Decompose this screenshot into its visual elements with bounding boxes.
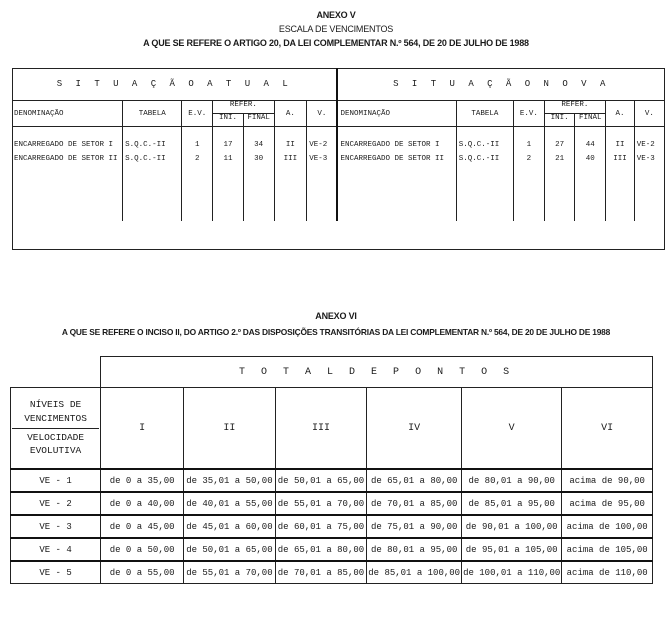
cell: ENCARREGADO DE SETOR II bbox=[14, 155, 118, 163]
cell: de 0 a 55,00 bbox=[101, 561, 184, 584]
cell: S.Q.C.-II bbox=[123, 141, 182, 155]
cell: de 35,01 a 50,00 bbox=[184, 469, 276, 492]
col-a-atual: A. bbox=[274, 101, 307, 127]
table-row bbox=[11, 515, 653, 538]
cell: de 95,01 a 105,00 bbox=[462, 538, 562, 561]
cell: de 70,01 a 85,00 bbox=[367, 492, 462, 515]
col-final-nova: FINAL bbox=[575, 114, 606, 127]
cell: de 65,01 a 80,00 bbox=[367, 469, 462, 492]
cell: de 75,01 a 90,00 bbox=[367, 515, 462, 538]
col-denominacao-atual: DENOMINAÇÃO bbox=[12, 101, 123, 127]
row-label: VE - 1 bbox=[11, 469, 101, 492]
cell: de 40,01 a 55,00 bbox=[184, 492, 276, 515]
col-tabela-nova: TABELA bbox=[456, 101, 513, 127]
cell: de 100,01 a 110,00 bbox=[462, 561, 562, 584]
anexo5-reference: A QUE SE REFERE O ARTIGO 20, DA LEI COMPLEMENTAR N.º 564, DE 20 DE JULHO DE 1988 bbox=[143, 38, 529, 48]
col-refer-nova: REFER. bbox=[544, 101, 605, 114]
anexo6-table bbox=[10, 356, 653, 584]
cell: acima de 100,00 bbox=[562, 515, 653, 538]
cell: 1 bbox=[182, 141, 213, 155]
col-tabela-atual: TABELA bbox=[123, 101, 182, 127]
total-pontos-header: T O T A L D E P O N T O S bbox=[101, 357, 653, 388]
row-label: VE - 3 bbox=[11, 515, 101, 538]
col-a-nova: A. bbox=[606, 101, 635, 127]
cell: III bbox=[274, 155, 307, 169]
col-refer-atual: REFER. bbox=[213, 101, 274, 114]
cell: ENCARREGADO DE SETOR II bbox=[337, 155, 456, 169]
table-row bbox=[11, 561, 653, 584]
col-ini-atual: INI. bbox=[213, 114, 244, 127]
table-row bbox=[11, 492, 653, 515]
col-header: VI bbox=[562, 388, 653, 470]
col-v-atual: V. bbox=[307, 101, 338, 127]
anexo5-subtitle: ESCALA DE VENCIMENTOS bbox=[278, 24, 394, 34]
cell: de 85,01 a 95,00 bbox=[462, 492, 562, 515]
niveis-label-2: VENCIMENTOS bbox=[12, 412, 99, 429]
col-v-nova: V. bbox=[634, 101, 664, 127]
cell: de 0 a 50,00 bbox=[101, 538, 184, 561]
col-denominacao-nova: DENOMINAÇÃO bbox=[337, 101, 456, 127]
anexo6-reference: A QUE SE REFERE O INCISO II, DO ARTIGO 2.º DAS DISPOSIÇÕES TRANSITÓRIAS DA LEI COMPLEMENTAR N.º 564, DE 20 DE JULHO DE 1988 bbox=[61, 327, 611, 337]
cell: de 55,01 a 70,00 bbox=[184, 561, 276, 584]
situacao-nova-header: S I T U A Ç Ã O N O V A bbox=[337, 68, 664, 101]
cell: de 85,01 a 100,00 bbox=[367, 561, 462, 584]
cell: VE-3 bbox=[307, 155, 338, 169]
col-final-atual: FINAL bbox=[243, 114, 274, 127]
cell: II bbox=[606, 141, 635, 155]
cell: de 0 a 45,00 bbox=[101, 515, 184, 538]
cell: II bbox=[274, 141, 307, 155]
niveis-label-1: NÍVEIS DE bbox=[29, 398, 82, 410]
table-row bbox=[11, 469, 653, 492]
cell: 40 bbox=[575, 155, 606, 169]
anexo6-title: ANEXO VI bbox=[315, 311, 357, 321]
col-header: III bbox=[275, 388, 367, 470]
col-header: II bbox=[184, 388, 276, 470]
col-ev-nova: E.V. bbox=[514, 101, 545, 127]
anexo5-title: ANEXO V bbox=[316, 10, 356, 20]
table-row bbox=[11, 538, 653, 561]
cell: ENCARREGADO DE SETOR I bbox=[14, 141, 114, 149]
cell: de 55,01 a 70,00 bbox=[275, 492, 367, 515]
cell: de 65,01 a 80,00 bbox=[275, 538, 367, 561]
anexo5-row bbox=[12, 155, 664, 169]
cell: de 80,01 a 90,00 bbox=[462, 469, 562, 492]
cell: de 80,01 a 95,00 bbox=[367, 538, 462, 561]
cell: 34 bbox=[243, 141, 274, 155]
cell: III bbox=[606, 155, 635, 169]
cell: de 50,01 a 65,00 bbox=[275, 469, 367, 492]
col-ev-atual: E.V. bbox=[182, 101, 213, 127]
cell: 1 bbox=[514, 141, 545, 155]
cell: 2 bbox=[514, 155, 545, 169]
situacao-atual-header: S I T U A Ç Ã O A T U A L bbox=[12, 68, 337, 101]
cell: S.Q.C.-II bbox=[456, 155, 513, 169]
cell: acima de 105,00 bbox=[562, 538, 653, 561]
cell: de 0 a 40,00 bbox=[101, 492, 184, 515]
cell: de 50,01 a 65,00 bbox=[184, 538, 276, 561]
cell: 11 bbox=[213, 155, 244, 169]
row-label: VE - 4 bbox=[11, 538, 101, 561]
cell: S.Q.C.-II bbox=[456, 141, 513, 155]
cell: acima de 110,00 bbox=[562, 561, 653, 584]
niveis-velocidade-header bbox=[11, 388, 101, 470]
velocidade-label-1: VELOCIDADE bbox=[27, 431, 85, 443]
cell: 21 bbox=[544, 155, 575, 169]
cell: de 60,01 a 75,00 bbox=[275, 515, 367, 538]
cell: de 45,01 a 60,00 bbox=[184, 515, 276, 538]
cell: de 0 a 35,00 bbox=[101, 469, 184, 492]
cell: VE-3 bbox=[634, 155, 664, 169]
cell: 27 bbox=[544, 141, 575, 155]
cell: de 70,01 a 85,00 bbox=[275, 561, 367, 584]
anexo5-row bbox=[12, 141, 664, 155]
cell: acima de 95,00 bbox=[562, 492, 653, 515]
row-label: VE - 5 bbox=[11, 561, 101, 584]
cell: de 90,01 a 100,00 bbox=[462, 515, 562, 538]
col-header: IV bbox=[367, 388, 462, 470]
cell: ENCARREGADO DE SETOR I bbox=[337, 141, 456, 155]
cell: VE-2 bbox=[307, 141, 338, 155]
anexo5-table bbox=[12, 68, 664, 221]
row-label: VE - 2 bbox=[11, 492, 101, 515]
cell: 44 bbox=[575, 141, 606, 155]
velocidade-label-2: EVOLUTIVA bbox=[29, 445, 82, 457]
col-header: V bbox=[462, 388, 562, 470]
cell: 30 bbox=[243, 155, 274, 169]
col-header: I bbox=[101, 388, 184, 470]
cell: acima de 90,00 bbox=[562, 469, 653, 492]
cell: S.Q.C.-II bbox=[123, 155, 182, 169]
cell: 17 bbox=[213, 141, 244, 155]
cell: VE-2 bbox=[634, 141, 664, 155]
cell: 2 bbox=[182, 155, 213, 169]
col-ini-nova: INI. bbox=[544, 114, 575, 127]
